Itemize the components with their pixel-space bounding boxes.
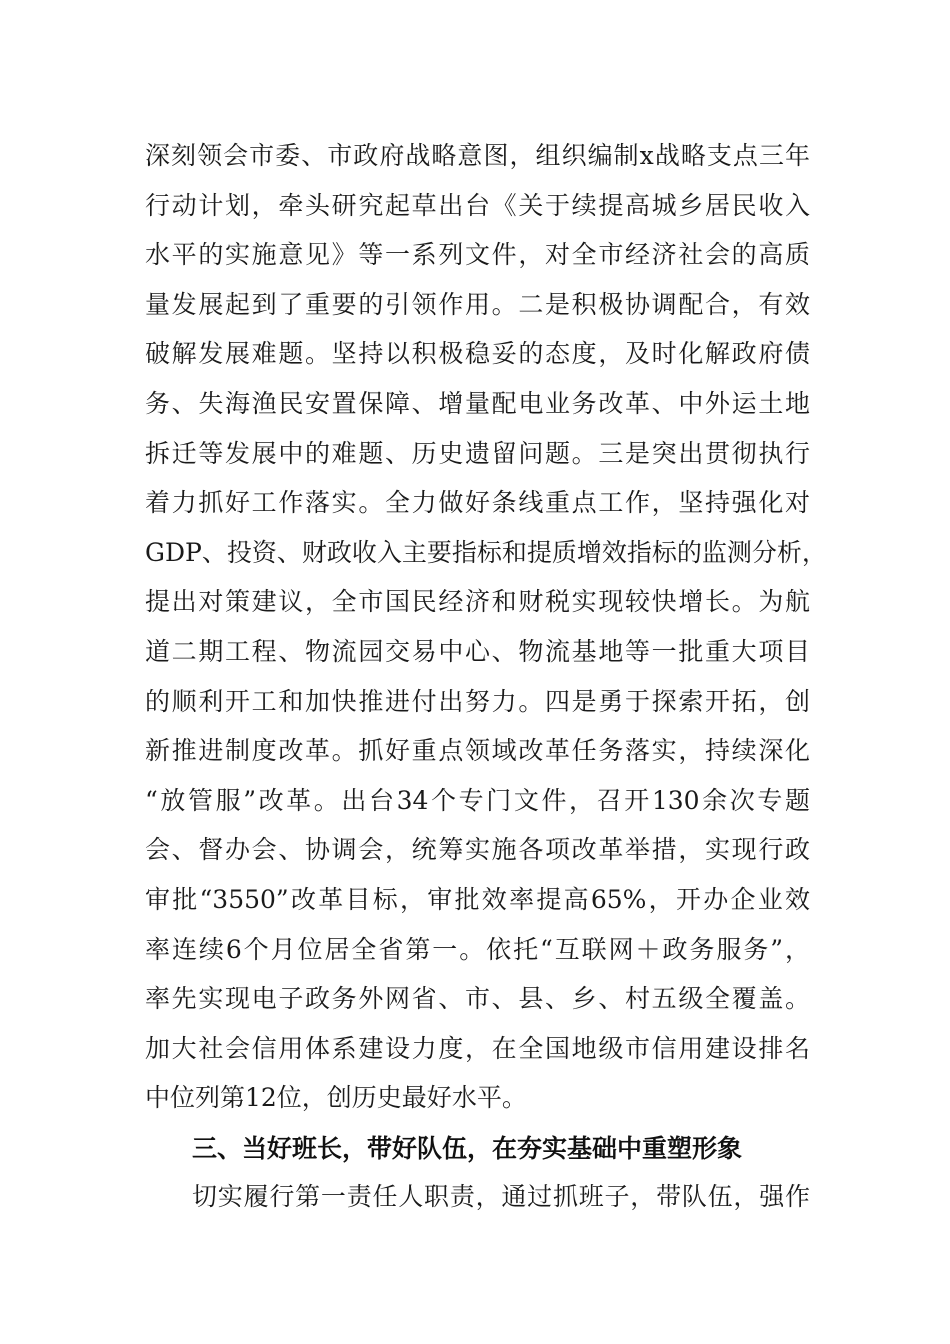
paragraph-line: 的顺利开工和加快推进付出努力。四是勇于探索开拓，创 — [145, 686, 810, 716]
paragraph-line: 提出对策建议，全市国民经济和财税实现较快增长。为航 — [145, 587, 810, 617]
paragraph-line: 务、失海渔民安置保障、增量配电业务改革、中外运土地 — [145, 388, 810, 418]
paragraph-line: GDP、投资、财政收入主要指标和提质增效指标的监测分析， — [145, 537, 827, 567]
paragraph-line: 加大社会信用体系建设力度，在全国地级市信用建设排名 — [145, 1033, 810, 1063]
paragraph-line: 中位列第12位，创历史最好水平。 — [145, 1083, 527, 1113]
paragraph-line: 审批“3550”改革目标，审批效率提高65%，开办企业效 — [145, 884, 810, 914]
paragraph-line: 着力抓好工作落实。全力做好条线重点工作，坚持强化对 — [145, 488, 810, 518]
paragraph-line: 会、督办会、协调会，统筹实施各项改革举措，实现行政 — [145, 835, 810, 865]
paragraph-line: 破解发展难题。坚持以积极稳妥的态度，及时化解政府债 — [145, 339, 810, 369]
paragraph-line: 深刻领会市委、市政府战略意图，组织编制x战略支点三年 — [145, 141, 810, 170]
next-paragraph-line: 切实履行第一责任人职责，通过抓班子，带队伍，强作 — [192, 1182, 810, 1211]
paragraph-line: 新推进制度改革。抓好重点领域改革任务落实，持续深化 — [145, 736, 810, 766]
body-paragraph — [145, 131, 827, 1123]
paragraph-line: “放管服”改革。出台34个专门文件，召开130余次专题 — [145, 785, 810, 815]
paragraph-line: 行动计划，牵头研究起草出台《关于续提高城乡居民收入 — [145, 190, 810, 220]
paragraph-line: 量发展起到了重要的引领作用。二是积极协调配合，有效 — [145, 289, 810, 319]
paragraph-line: 水平的实施意见》等一系列文件，对全市经济社会的高质 — [145, 240, 810, 270]
paragraph-line: 道二期工程、物流园交易中心、物流基地等一批重大项目 — [145, 636, 810, 666]
paragraph-line: 率先实现电子政务外网省、市、县、乡、村五级全覆盖。 — [145, 984, 810, 1014]
paragraph-line: 率连续6个月位居全省第一。依托“互联网＋政务服务”， — [145, 934, 810, 964]
section-heading: 三、当好班长，带好队伍，在夯实基础中重塑形象 — [192, 1134, 743, 1163]
paragraph-line: 拆迁等发展中的难题、历史遗留问题。三是突出贯彻执行 — [145, 438, 810, 468]
